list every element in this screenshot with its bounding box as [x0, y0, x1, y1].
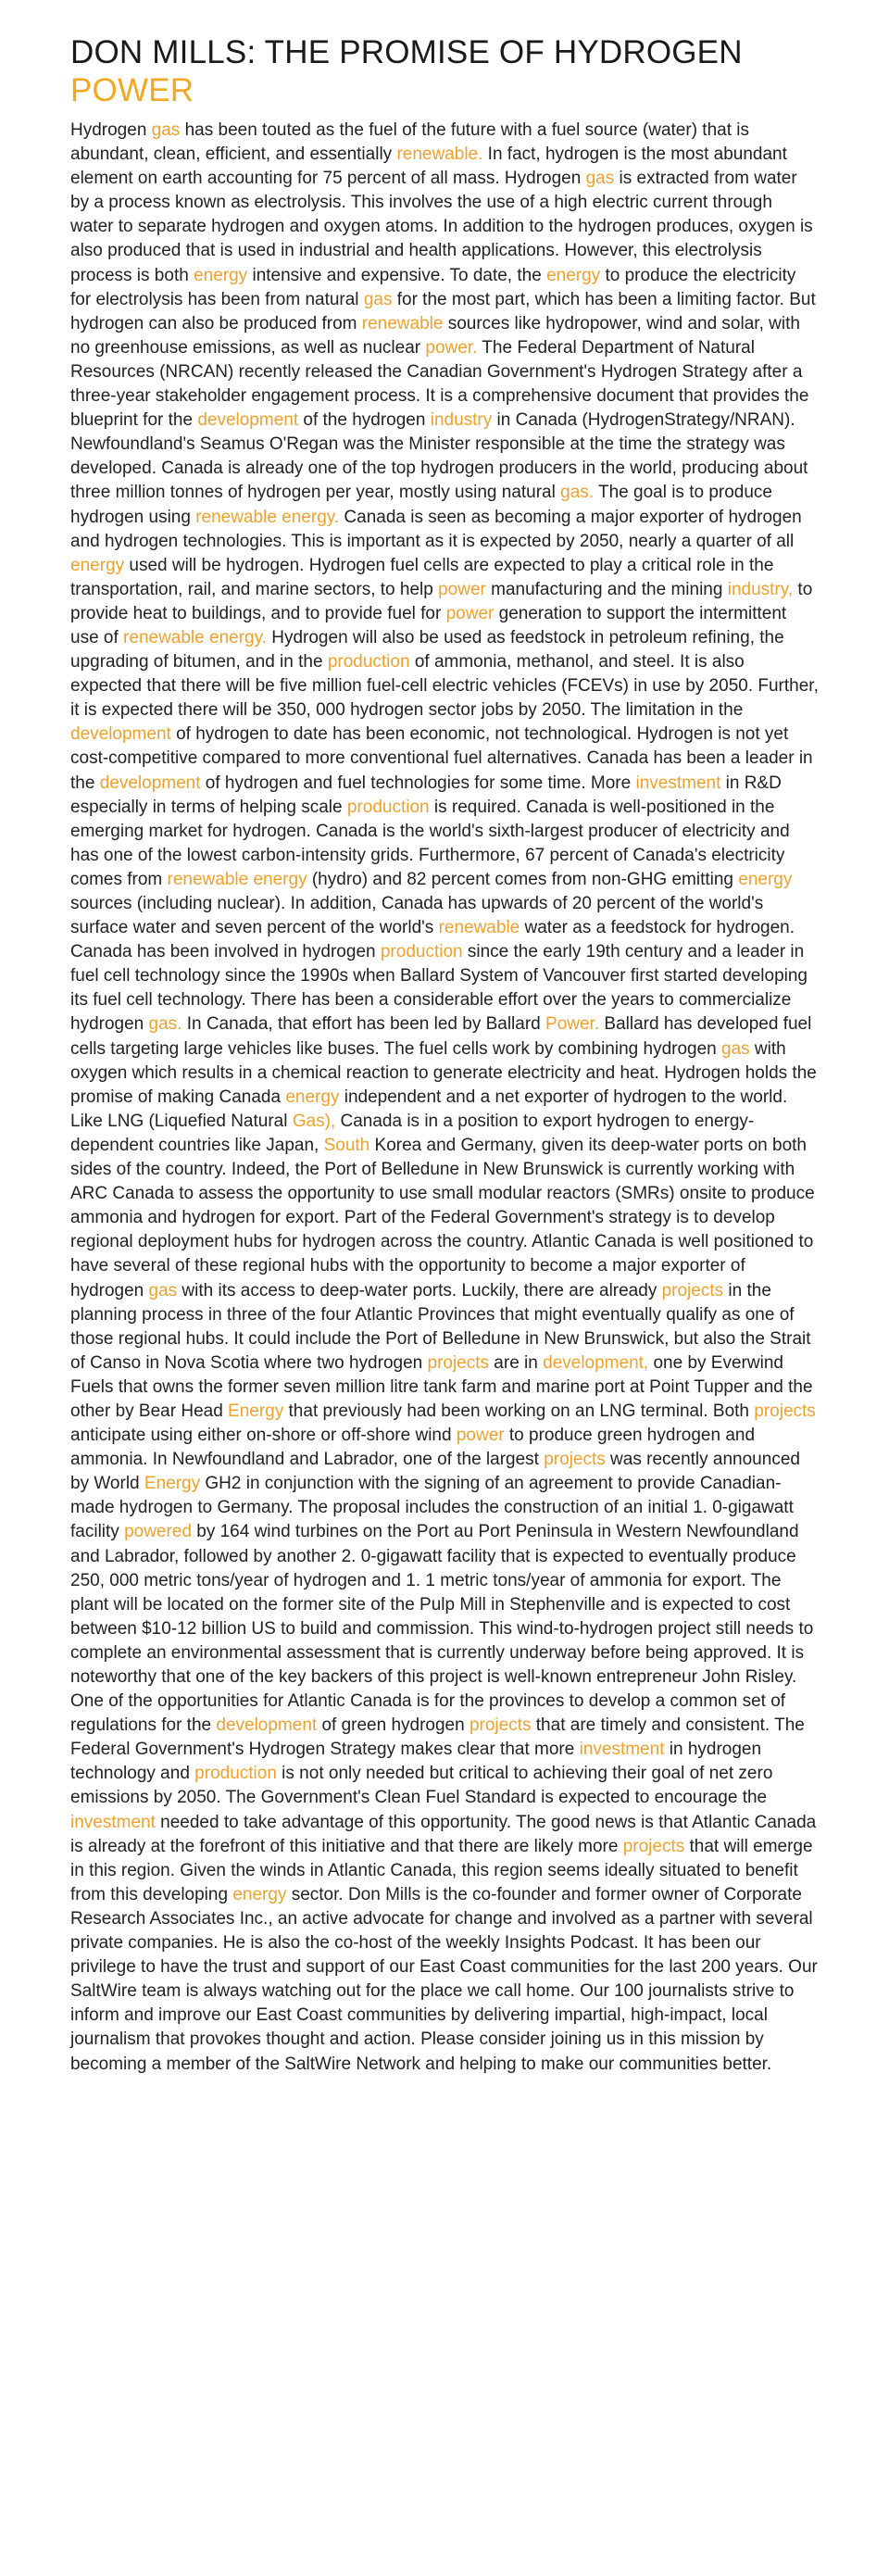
- keyword-link[interactable]: power.: [425, 337, 478, 358]
- article-text: sources (including nuclear). In addition, Canada has upwards of 20 percent of the world's surface water and seven percent of the world's: [70, 894, 764, 938]
- keyword-link[interactable]: renewable: [361, 313, 444, 333]
- keyword-link[interactable]: renewable energy: [167, 869, 307, 889]
- article-text: manufacturing and the mining: [485, 579, 728, 599]
- article-text: in the planning process in three of the four Atlantic Provinces that might eventually qualify as one of those regional hubs. It could include the Port of Belledune in New Brunswick, but also the Strait of Canso in Nova Scotia where two hydrogen: [70, 1280, 811, 1373]
- article-text: (hydro) and 82 percent comes from non-GHG emitting: [307, 869, 739, 889]
- keyword-link[interactable]: Power.: [545, 1014, 600, 1035]
- keyword-link[interactable]: renewable: [438, 918, 520, 938]
- article-text: The goal is to produce hydrogen using: [70, 483, 772, 527]
- keyword-link[interactable]: gas.: [148, 1014, 182, 1035]
- keyword-link[interactable]: gas: [721, 1038, 750, 1059]
- article-text: since the early 19th century and a leader in fuel cell technology since the 1990s when Ballard System of Vancouver first started developing its fuel cell technology. There has been a considerable effort over the years to commercialize hydrogen: [70, 942, 808, 1035]
- article-text: In Canada, that effort has been led by Ballard: [182, 1014, 546, 1035]
- article-text: of the hydrogen: [298, 410, 431, 431]
- keyword-link[interactable]: Gas),: [292, 1111, 336, 1131]
- keyword-link[interactable]: development: [99, 773, 201, 793]
- article-text: of ammonia, methanol, and steel. It is also expected that there will be five million fuel-cell electric vehicles (FCEVs) in use by 2050. Further, it is expected there will be 350, 000 hydrogen sector jobs by 2050. The limitation in the: [70, 652, 819, 721]
- article-text: GH2 in conjunction with the signing of an agreement to provide Canadian-made hydrogen to Germany. The proposal includes the construction of an initial 1. 0-gigawatt facility: [70, 1474, 794, 1542]
- article-text: generation to support the intermittent use of: [70, 603, 787, 647]
- keyword-link[interactable]: power: [438, 579, 486, 599]
- keyword-link[interactable]: energy: [70, 555, 125, 575]
- article-text: that previously had been working on an LNG terminal. Both: [283, 1401, 755, 1421]
- keyword-link[interactable]: gas: [363, 289, 393, 309]
- keyword-link[interactable]: renewable energy.: [195, 507, 340, 527]
- keyword-link[interactable]: Energy: [228, 1401, 284, 1421]
- article-text: anticipate using either on-shore or off-shore wind: [70, 1426, 457, 1446]
- keyword-link[interactable]: Energy: [144, 1474, 201, 1494]
- headline-main: DON MILLS: THE PROMISE OF HYDROGEN: [70, 34, 743, 70]
- keyword-link[interactable]: gas.: [560, 483, 595, 503]
- article-text: Korea and Germany, given its deep-water ports on both sides of the country. Indeed, the Port of Belledune in New Brunswick is currently working with ARC Canada to assess the opportunity to use small modular reactors (SMRs) onsite to produce ammonia and hydrogen for export. Part of the Federal Government's strategy is to develop regional deployment hubs for hydrogen across the country. Atlantic Canada is well positioned to have several of these regional hubs with the opportunity to become a major exporter of hydrogen: [70, 1135, 815, 1301]
- article-text: to provide heat to buildings, and to provide fuel for: [70, 579, 813, 623]
- article-body: [70, 119, 819, 2077]
- article-text: Ballard has developed fuel cells targeting large vehicles like buses. The fuel cells work by combining hydrogen: [70, 1014, 812, 1059]
- article-text: in hydrogen technology and: [70, 1740, 762, 1784]
- keyword-link[interactable]: South: [323, 1135, 370, 1155]
- keyword-link[interactable]: production: [194, 1764, 277, 1784]
- keyword-link[interactable]: development: [197, 410, 299, 431]
- keyword-link[interactable]: energy: [738, 869, 793, 889]
- headline: [70, 33, 819, 109]
- keyword-link[interactable]: projects: [469, 1715, 532, 1736]
- article-text: for the most part, which has been a limiting factor. But hydrogen can also be produced from: [70, 289, 816, 333]
- article-text: with oxygen which results in a chemical reaction to generate electricity and heat. Hydrogen holds the promise of making Canada: [70, 1038, 817, 1107]
- keyword-link[interactable]: energy: [194, 265, 248, 285]
- keyword-link[interactable]: energy: [232, 1884, 287, 1904]
- article-text: that are timely and consistent. The Federal Government's Hydrogen Strategy makes clear that more: [70, 1715, 805, 1760]
- keyword-link[interactable]: renewable.: [396, 145, 483, 165]
- keyword-link[interactable]: energy: [546, 265, 601, 285]
- article-text: in R&D especially in terms of helping scale: [70, 773, 782, 817]
- keyword-link[interactable]: projects: [661, 1280, 724, 1301]
- headline-accent: POWER: [70, 72, 194, 108]
- article-text: Hydrogen will also be used as feedstock in petroleum refining, the upgrading of bitumen, and in the: [70, 627, 784, 672]
- keyword-link[interactable]: investment: [635, 773, 721, 793]
- keyword-link[interactable]: projects: [622, 1836, 685, 1856]
- article-text: In fact, hydrogen is the most abundant element on earth accounting for 75 percent of all mass. Hydrogen: [70, 145, 787, 189]
- article-text: has been touted as the fuel of the future with a fuel source (water) that is abundant, clean, efficient, and essentially: [70, 120, 750, 165]
- keyword-link[interactable]: powered: [124, 1522, 192, 1542]
- keyword-link[interactable]: energy: [285, 1087, 340, 1107]
- article-text: with its access to deep-water ports. Luckily, there are already: [177, 1280, 662, 1301]
- keyword-link[interactable]: investment: [579, 1740, 665, 1760]
- keyword-link[interactable]: projects: [754, 1401, 816, 1421]
- article-text: was recently announced by World: [70, 1450, 800, 1494]
- article-text: sector. Don Mills is the co-founder and former owner of Corporate Research Associates Inc., an active advocate for change and involved as a partner with several private companies. He is also the co-host of the weekly Insights Podcast. It has been our privilege to have the trust and support of our East Coast communities for the last 200 years. Our SaltWire team is always watching out for the place we call home. Our 100 journalists strive to inform and improve our East Coast communities by delivering impartial, high-impact, local journalism that provokes thought and action. Please consider joining us in this mission by becoming a member of the SaltWire Network and helping to make our communities better.: [70, 1884, 818, 2074]
- article-text: The Federal Department of Natural Resources (NRCAN) recently released the Canadian Government's Hydrogen Strategy after a three-year stakeholder engagement process. It is a comprehensive document that provides the blueprint for the: [70, 337, 809, 431]
- keyword-link[interactable]: gas: [148, 1280, 178, 1301]
- article-text: Canada is seen as becoming a major exporter of hydrogen and hydrogen technologies. This is important as it is expected by 2050, nearly a quarter of all: [70, 507, 802, 551]
- keyword-link[interactable]: investment: [70, 1812, 156, 1832]
- keyword-link[interactable]: production: [346, 797, 430, 817]
- article-text: used will be hydrogen. Hydrogen fuel cells are expected to play a critical role in the transportation, rail, and marine sectors, to help: [70, 555, 774, 599]
- article-text: intensive and expensive. To date, the: [247, 265, 547, 285]
- article-text: Hydrogen: [70, 120, 152, 140]
- keyword-link[interactable]: power: [456, 1426, 505, 1446]
- article-text: of hydrogen and fuel technologies for some time. More: [200, 773, 636, 793]
- article-text: independent and a net exporter of hydrogen to the world. Like LNG (Liquefied Natural: [70, 1087, 788, 1131]
- keyword-link[interactable]: development,: [543, 1352, 649, 1373]
- keyword-link[interactable]: production: [380, 942, 463, 962]
- keyword-link[interactable]: power: [445, 603, 495, 623]
- keyword-link[interactable]: development: [216, 1715, 318, 1736]
- article-text: is extracted from water by a process known as electrolysis. This involves the use of a high electric current through water to separate hydrogen and oxygen atoms. In addition to the hydrogen produces, oxygen is also produced that is used in industrial and health applications. However, this electrolysis process is both: [70, 169, 813, 285]
- keyword-link[interactable]: development: [70, 724, 171, 745]
- article-text: to produce the electricity for electrolysis has been from natural: [70, 265, 796, 309]
- article-text: water as a feedstock for hydrogen. Canada has been involved in hydrogen: [70, 918, 795, 962]
- article-text: is required. Canada is well-positioned in the emerging market for hydrogen. Canada is the world's sixth-largest producer of electricity and has one of the lowest carbon-intensity grids. Furthermore, 67 percent of Canada's electricity comes from: [70, 797, 790, 889]
- article-text: that will emerge in this region. Given the winds in Atlantic Canada, this region seems ideally situated to benefit from this developing: [70, 1836, 813, 1904]
- article-text: by 164 wind turbines on the Port au Port Peninsula in Western Newfoundland and Labrador, followed by another 2. 0-gigawatt facility that is expected to eventually produce 250, 000 metric tons/year of hydrogen and 1. 1 metric tons/year of ammonia for export. The plant will be located on the former site of the Pulp Mill in Stephenville and is expected to cost between $10-12 billion US to build and commission. This wind-to-hydrogen project still needs to complete an environmental assessment that is currently underway before being approved. It is noteworthy that one of the key backers of this project is well-known entrepreneur John Risley. One of the opportunities for Atlantic Canada is for the provinces to develop a common set of regulations for the: [70, 1522, 814, 1736]
- article-text: sources like hydropower, wind and solar, with no greenhouse emissions, as well as nuclear: [70, 313, 800, 358]
- article-text: in Canada (HydrogenStrategy/NRAN). Newfoundland's Seamus O'Regan was the Minister responsible at the time the strategy was developed. Canada is already one of the top hydrogen producers in the world, producing about three million tonnes of hydrogen per year, mostly using natural: [70, 410, 808, 503]
- keyword-link[interactable]: renewable energy.: [123, 627, 267, 647]
- article-text: needed to take advantage of this opportunity. The good news is that Atlantic Canada is already at the forefront of this initiative and that there are likely more: [70, 1812, 817, 1856]
- keyword-link[interactable]: gas: [585, 169, 615, 189]
- keyword-link[interactable]: gas: [151, 120, 181, 140]
- keyword-link[interactable]: projects: [427, 1352, 490, 1373]
- article-text: Canada is in a position to export hydrogen to energy-dependent countries like Japan,: [70, 1111, 755, 1155]
- keyword-link[interactable]: industry,: [727, 579, 794, 599]
- article-text: one by Everwind Fuels that owns the former seven million litre tank farm and marine port at Point Tupper and the other by Bear Head: [70, 1352, 813, 1421]
- article-text: to produce green hydrogen and ammonia. In Newfoundland and Labrador, one of the largest: [70, 1426, 756, 1470]
- keyword-link[interactable]: production: [327, 652, 410, 672]
- keyword-link[interactable]: projects: [544, 1450, 606, 1470]
- article-text: of hydrogen to date has been economic, not technological. Hydrogen is not yet cost-competitive compared to more conventional fuel alternatives. Canada has been a leader in the: [70, 724, 813, 793]
- keyword-link[interactable]: industry: [430, 410, 493, 431]
- article-text: of green hydrogen: [317, 1715, 470, 1736]
- article-text: are in: [489, 1352, 544, 1373]
- article-text: is not only needed but critical to achieving their goal of net zero emissions by 2050. The Government's Clean Fuel Standard is expected to encourage the: [70, 1764, 773, 1808]
